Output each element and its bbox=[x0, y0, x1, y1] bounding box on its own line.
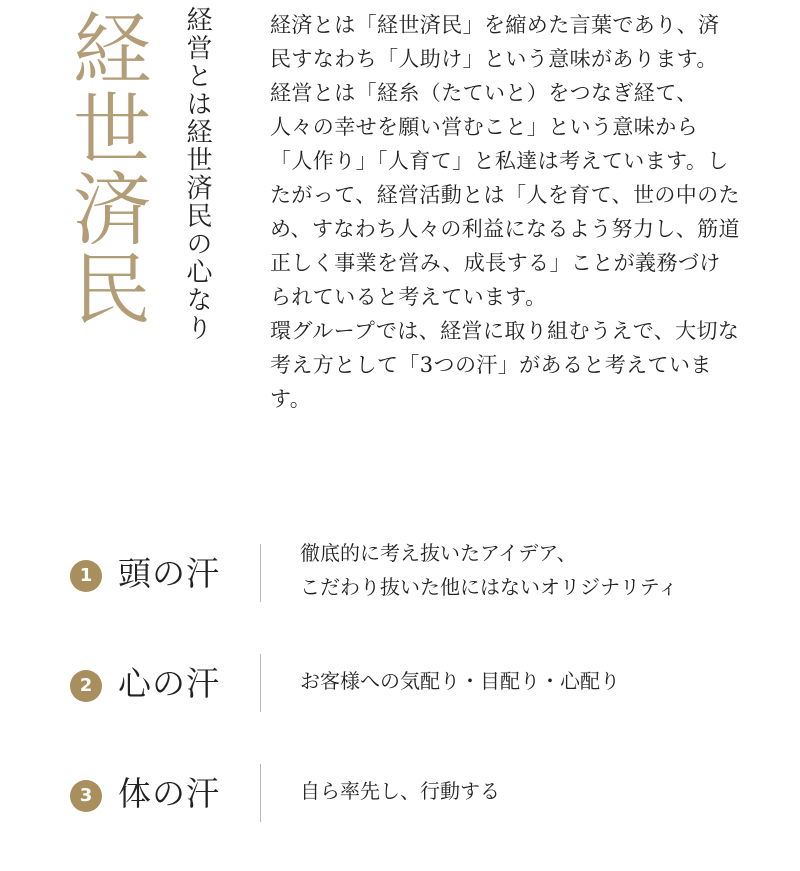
sweat-description: 自ら率先し、行動する bbox=[300, 779, 500, 803]
sweat-name: 体の汗 bbox=[118, 774, 220, 813]
sweat-item-heart bbox=[0, 630, 800, 740]
intro-paragraph: 環グループでは、経営に取り組むうえで、大切な考え方として「3つの汗」があると考えています。 bbox=[270, 319, 740, 411]
divider bbox=[260, 654, 261, 712]
sweat-name: 頭の汗 bbox=[118, 554, 220, 593]
sweat-name: 心の汗 bbox=[118, 664, 220, 703]
subtitle: 経営とは経世済民の心なり bbox=[182, 6, 212, 342]
number-badge: 2 bbox=[70, 670, 102, 702]
sweat-item-head bbox=[0, 520, 800, 630]
sweat-description: お客様への気配り・目配り・心配り bbox=[300, 669, 620, 693]
divider bbox=[260, 764, 261, 822]
sweat-item-body bbox=[0, 740, 800, 850]
divider bbox=[260, 544, 261, 602]
sweat-description: 徹底的に考え抜いたアイデア、 こだわり抜いた他にはないオリジナリティ bbox=[300, 541, 678, 599]
intro-paragraph: 経済とは「経世済民」を縮めた言葉であり、済民すなわち「人助け」という意味があります。 bbox=[270, 13, 720, 71]
main-title: 経世済民 bbox=[60, 8, 150, 328]
intro-text bbox=[270, 8, 740, 416]
intro-paragraph: 経営とは「経糸（たていと）をつなぎ経て、人々の幸せを願い営むこと」という意味から「人作り」「人育て」と私達は考えています。したがって、経営活動とは「人を育て、世の中のため、すなわち人々の利益になるよう努力し、筋道正しく事業を営み、成長する」ことが義務づけられていると考えています。 bbox=[270, 81, 740, 309]
number-badge: 3 bbox=[70, 780, 102, 812]
number-badge: 1 bbox=[70, 560, 102, 592]
